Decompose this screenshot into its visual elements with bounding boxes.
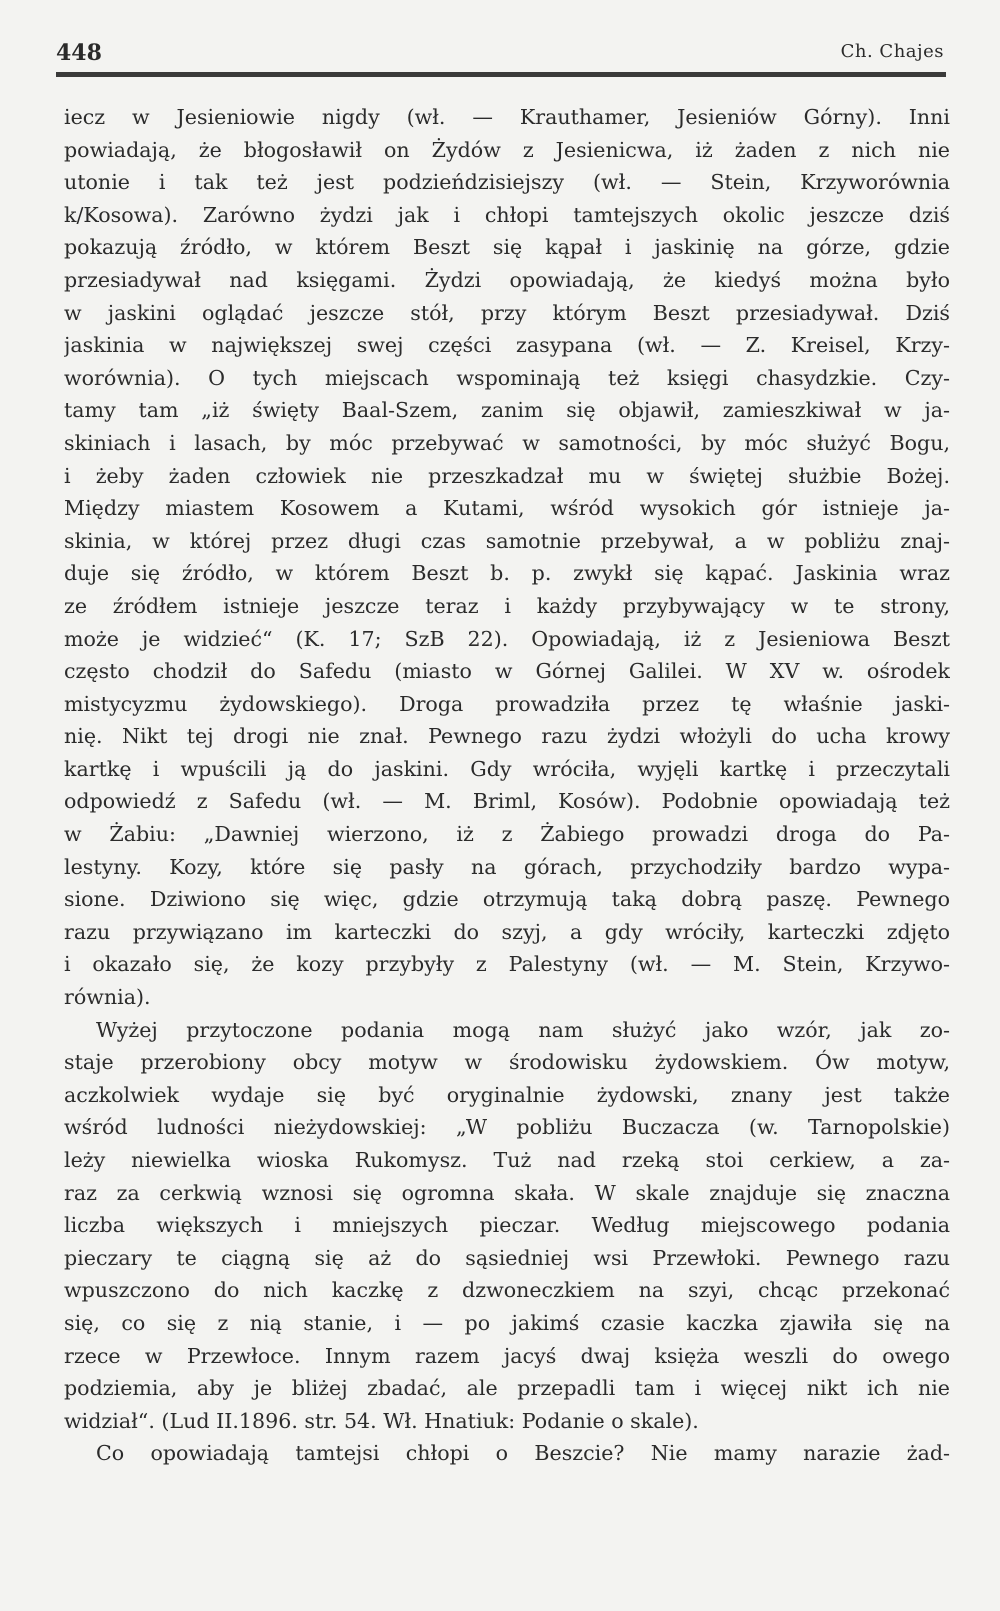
- text-line: podziemia, aby je bliżej zbadać, ale przepadli tam i więcej nikt ich nie: [64, 1376, 950, 1401]
- text-line: worównia). O tych miejscach wspominają też księgi chasydzkie. Czy-: [64, 365, 950, 390]
- text-line: nię. Nikt tej drogi nie znał. Pewnego razu żydzi włożyli do ucha krowy: [64, 724, 950, 749]
- text-line: wśród ludności nieżydowskiej: „W pobliżu Buczacza (w. Tarnopolskie): [64, 1115, 950, 1140]
- text-line: w Żabiu: „Dawniej wierzono, iż z Żabiego prowadzi droga do Pa-: [64, 822, 950, 847]
- text-line: kartkę i wpuścili ją do jaskini. Gdy wróciła, wyjęli kartkę i przeczytali: [64, 756, 950, 781]
- text-line: mistycyzmu żydowskiego). Droga prowadziła przez tę właśnie jaski-: [64, 691, 950, 716]
- text-line: k/Kosowa). Zarówno żydzi jak i chłopi tamtejszych okolic jeszcze dziś: [64, 202, 950, 227]
- text-line: powiadają, że błogosławił on Żydów z Jesienicwa, iż żaden z nich nie: [64, 137, 950, 162]
- text-line: i żeby żaden człowiek nie przeszkadzał mu w świętej służbie Bożej.: [64, 463, 950, 488]
- text-line: lestyny. Kozy, które się pasły na górach, przychodziły bardzo wypa-: [64, 854, 950, 879]
- running-head: Ch. Chajes: [840, 41, 944, 62]
- page-number: 448: [56, 40, 102, 66]
- text-line: skiniach i lasach, by móc przebywać w samotności, by móc służyć Bogu,: [64, 430, 950, 455]
- text-line: wpuszczono do nich kaczkę z dzwoneczkiem na szyi, chcąc przekonać: [64, 1278, 950, 1303]
- text-line: raz za cerkwią wznosi się ogromna skała. W skale znajduje się znaczna: [64, 1180, 950, 1205]
- text-line: Między miastem Kosowem a Kutami, wśród wysokich gór istnieje ja-: [64, 496, 950, 521]
- text-line: może je widzieć“ (K. 17; SzB 22). Opowiadają, iż z Jesieniowa Beszt: [64, 626, 950, 651]
- page-header: [0, 0, 1000, 80]
- text-line: przesiadywał nad księgami. Żydzi opowiadają, że kiedyś można było: [64, 267, 950, 292]
- text-line: pieczary te ciągną się aż do sąsiedniej wsi Przewłoki. Pewnego razu: [64, 1245, 950, 1270]
- text-line: w jaskini oglądać jeszcze stół, przy którym Beszt przesiadywał. Dziś: [64, 300, 950, 325]
- text-line: Wyżej przytoczone podania mogą nam służyć jako wzór, jak zo-: [96, 1017, 950, 1042]
- header-rule: [56, 72, 946, 77]
- text-line: iecz w Jesieniowie nigdy (wł. — Krauthamer, Jesieniów Górny). Inni: [64, 105, 950, 129]
- text-line: staje przerobiony obcy motyw w środowisku żydowskiem. Ów motyw,: [64, 1050, 950, 1075]
- text-line: się, co się z nią stanie, i — po jakimś czasie kaczka zjawiła się na: [64, 1310, 950, 1335]
- text-line: tamy tam „iż święty Baal-Szem, zanim się objawił, zamieszkiwał w ja-: [64, 398, 950, 423]
- text-line: Co opowiadają tamtejsi chłopi o Beszcie? Nie mamy narazie żad-: [96, 1441, 950, 1466]
- text-line: duje się źródło, w którem Beszt b. p. zwykł się kąpać. Jaskinia wraz: [64, 561, 950, 586]
- text-line: często chodził do Safedu (miasto w Górnej Galilei. W XV w. ośrodek: [64, 659, 950, 684]
- text-line: sione. Dziwiono się więc, gdzie otrzymują taką dobrą paszę. Pewnego: [64, 887, 950, 912]
- text-line: razu przywiązano im karteczki do szyj, a gdy wróciły, karteczki zdjęto: [64, 919, 950, 944]
- text-line: ze źródłem istnieje jeszcze teraz i każdy przybywający w te strony,: [64, 593, 950, 618]
- text-line: jaskinia w największej swej części zasypana (wł. — Z. Kreisel, Krzy-: [64, 333, 950, 358]
- text-line: rzece w Przewłoce. Innym razem jacyś dwaj księża weszli do owego: [64, 1343, 950, 1368]
- text-line: liczba większych i mniejszych pieczar. Według miejscowego podania: [64, 1213, 950, 1238]
- text-line: leży niewielka wioska Rukomysz. Tuż nad rzeką stoi cerkiew, a za-: [64, 1148, 950, 1172]
- text-line: utonie i tak też jest podzieńdzisiejszy (wł. — Stein, Krzyworównia: [64, 170, 950, 195]
- text-line: skinia, w której przez długi czas samotnie przebywał, a w pobliżu znaj-: [64, 528, 950, 553]
- body-text: [64, 101, 950, 1470]
- text-line: równia).: [64, 985, 151, 1010]
- text-line: i okazało się, że kozy przybyły z Palestyny (wł. — M. Stein, Krzywo-: [64, 952, 950, 977]
- text-line: widział“. (Lud II.1896. str. 54. Wł. Hnatiuk: Podanie o skale).: [64, 1408, 699, 1433]
- text-line: pokazują źródło, w którem Beszt się kąpał i jaskinię na górze, gdzie: [64, 235, 950, 260]
- text-line: odpowiedź z Safedu (wł. — M. Briml, Kosów). Podobnie opowiadają też: [64, 789, 950, 814]
- text-line: aczkolwiek wydaje się być oryginalnie żydowski, znany jest także: [64, 1082, 950, 1107]
